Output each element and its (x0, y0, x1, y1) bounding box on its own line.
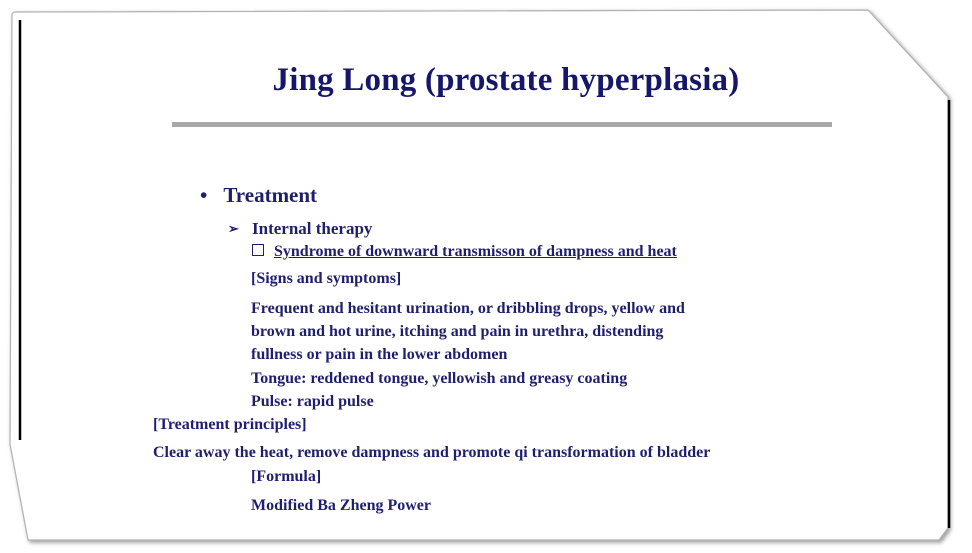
formula-heading: [Formula] (251, 468, 322, 485)
signs-heading: [Signs and symptoms] (251, 270, 402, 287)
internal-therapy-item (228, 219, 372, 239)
formula-text: Modified Ba Zheng Power (251, 497, 431, 514)
bullet-dot-icon: • (200, 183, 208, 207)
signs-line: brown and hot urine, itching and pain in urethra, distending (251, 323, 664, 340)
principles-heading: [Treatment principles] (153, 416, 307, 433)
syndrome-label: Syndrome of downward transmisson of dampness and heat (274, 243, 677, 260)
title-divider (172, 122, 832, 127)
pulse-line: Pulse: rapid pulse (251, 393, 374, 410)
internal-therapy-label: Internal therapy (252, 219, 373, 238)
arrow-bullet-icon: ➢ (228, 221, 239, 236)
treatment-bullet (200, 183, 317, 208)
slide-title: Jing Long (prostate hyperplasia) (272, 62, 740, 98)
principles-text: Clear away the heat, remove dampness and promote qi transformation of bladder (153, 444, 711, 461)
signs-line: Frequent and hesitant urination, or dribbling drops, yellow and (251, 300, 685, 317)
square-bullet-icon (252, 244, 264, 256)
treatment-label: Treatment (223, 183, 318, 207)
syndrome-item (252, 243, 677, 261)
signs-line: fullness or pain in the lower abdomen (251, 346, 508, 363)
tongue-line: Tongue: reddened tongue, yellowish and greasy coating (251, 370, 628, 387)
